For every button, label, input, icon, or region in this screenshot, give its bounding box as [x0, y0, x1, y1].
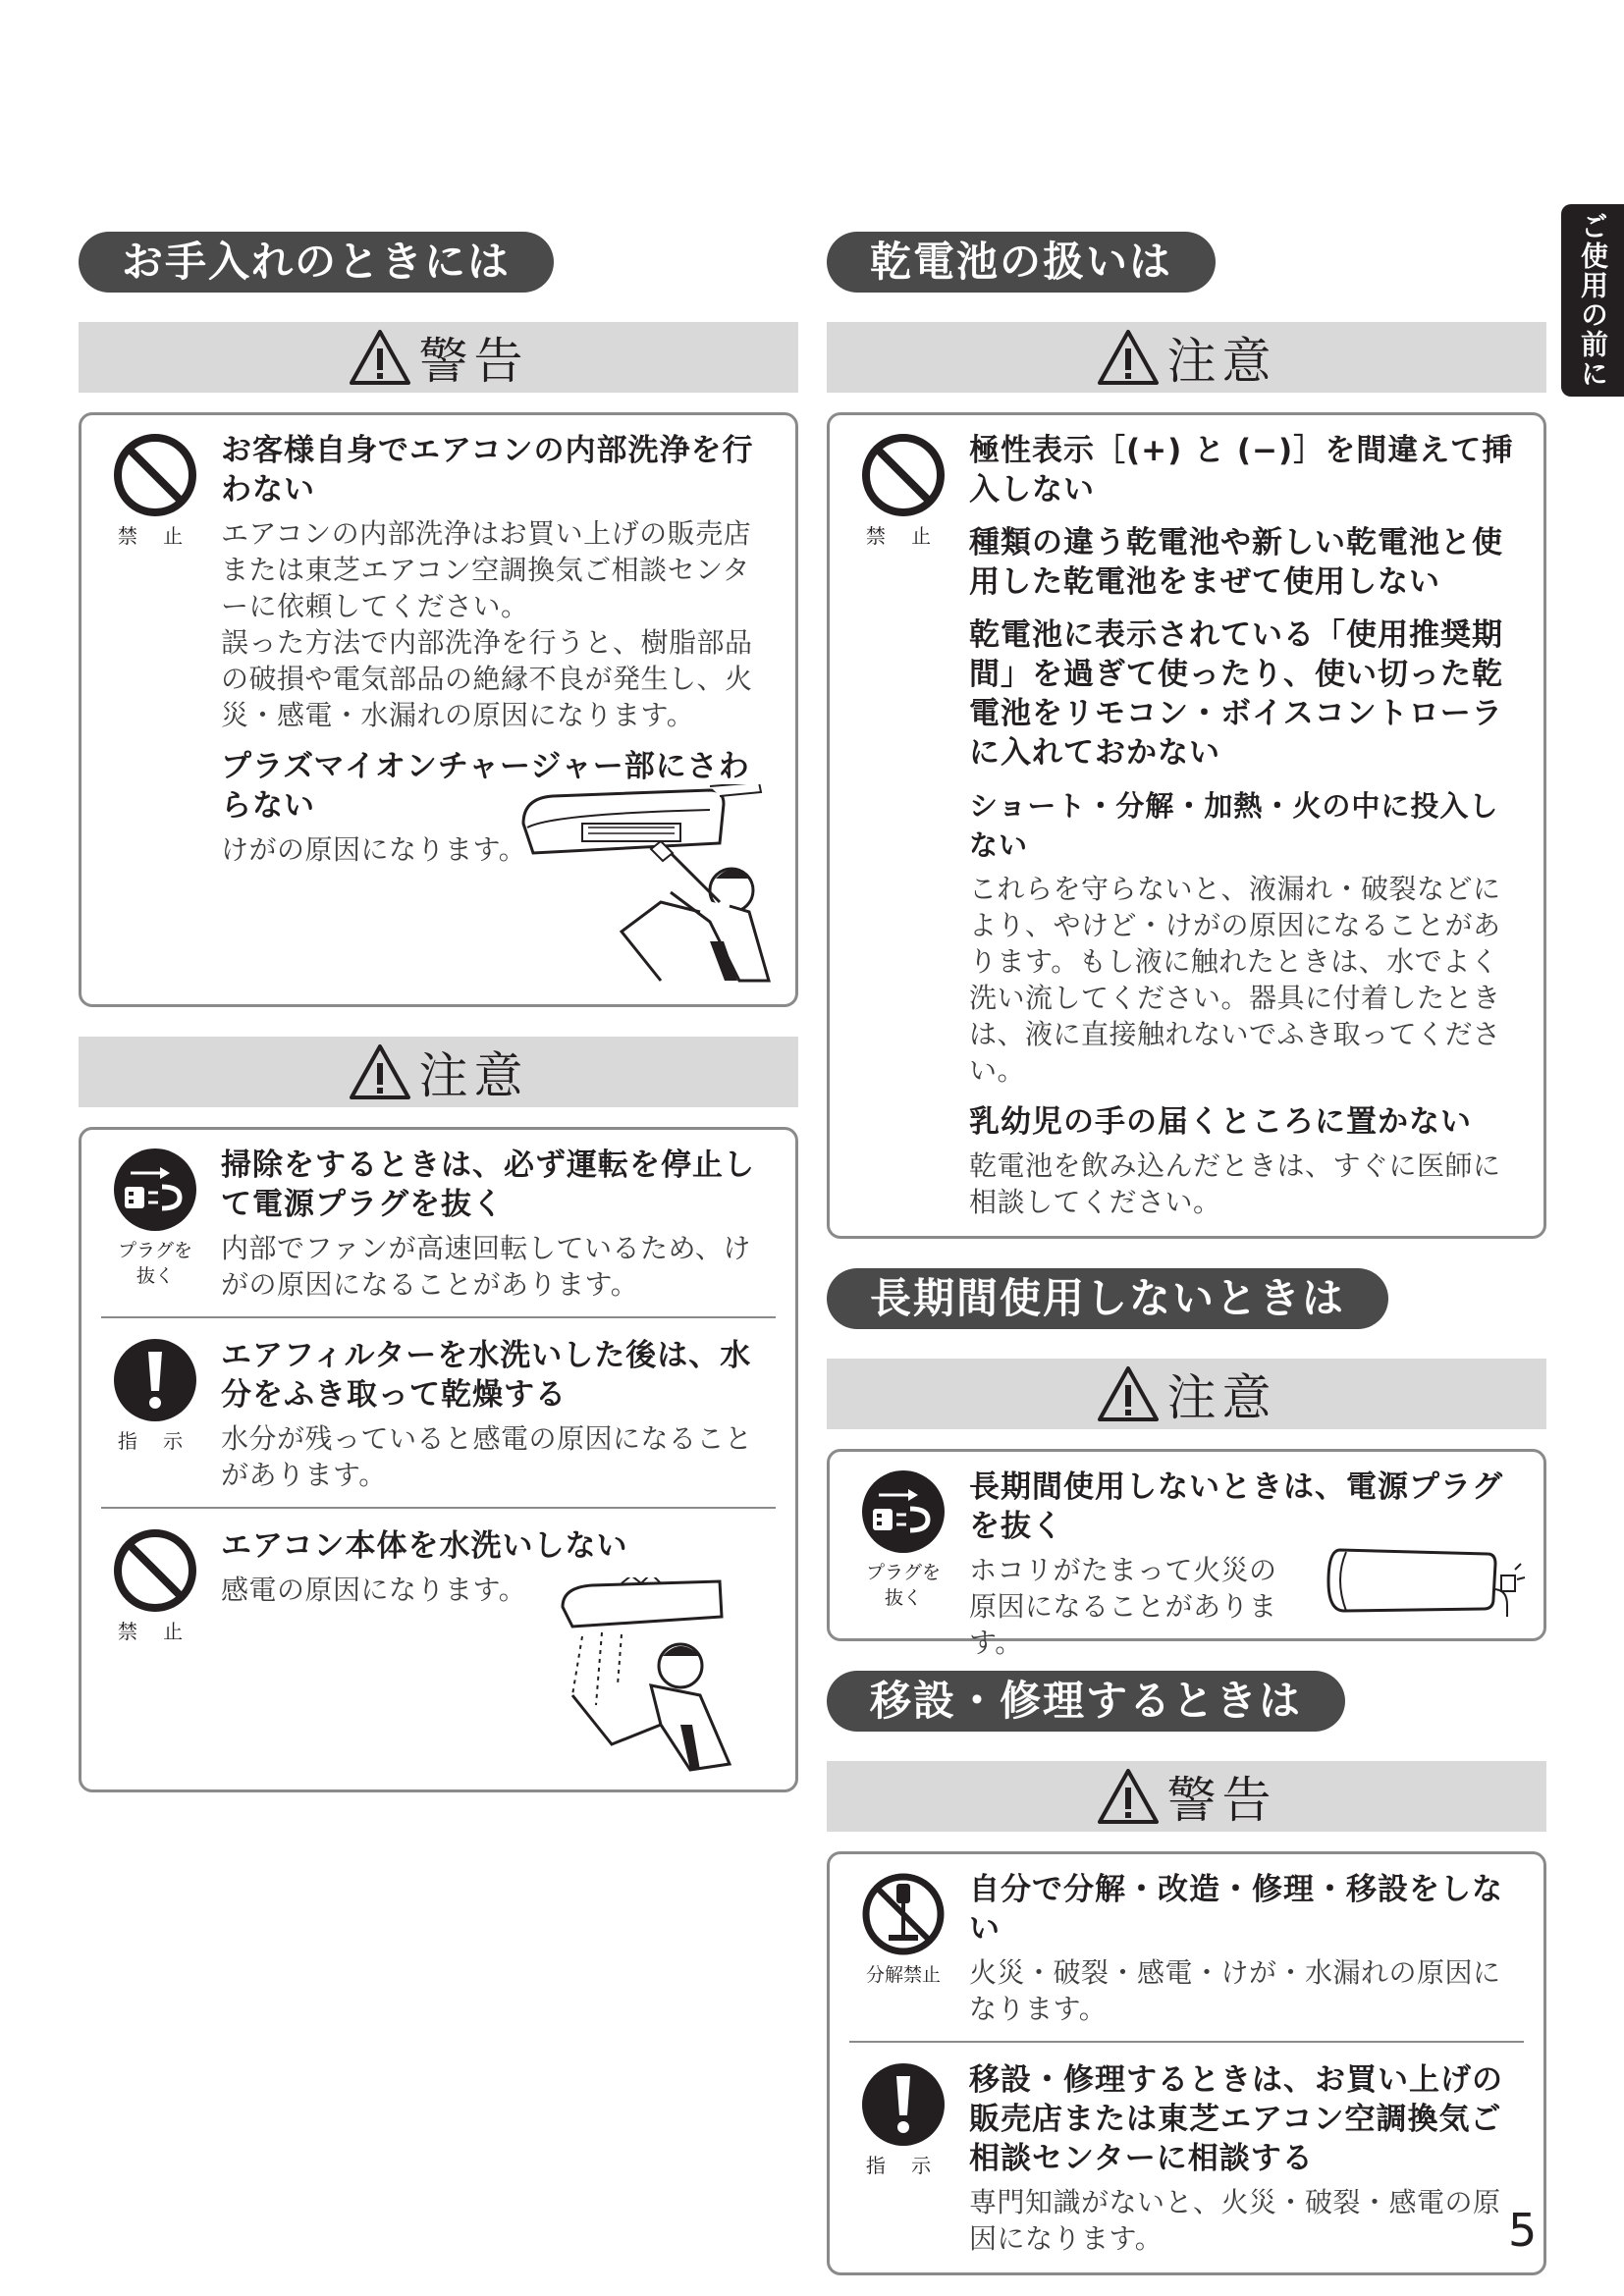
item-heading: 移設・修理するときは、お買い上げの販売店または東芝エアコン空調換気ご相談センターに相談する: [969, 2062, 1503, 2176]
item-body: けがの原因になります。: [221, 833, 527, 866]
icon-label: 指 示: [117, 1429, 193, 1453]
no-disassembly-icon: [859, 1870, 947, 1958]
icon-label: 禁 止: [117, 524, 193, 548]
icon-label: 分解禁止: [865, 1964, 941, 1986]
repair-banner-label: 警告: [1166, 1772, 1277, 1829]
warning-banner-label: 警告: [418, 333, 529, 390]
longterm-caution-banner: [827, 1359, 1546, 1429]
warning-triangle-icon: [1097, 1768, 1160, 1825]
caution-item: [101, 1146, 776, 1303]
icon-label: プラグを抜く: [865, 1562, 941, 1609]
icon-label: 禁 止: [865, 524, 942, 548]
prohibited-icon: [859, 431, 947, 519]
longterm-banner-label: 注意: [1166, 1369, 1277, 1426]
warning-triangle-icon: [349, 329, 411, 386]
unplug-icon: [859, 1468, 947, 1556]
item-heading: 掃除をするときは、必ず運転を停止して電源プラグを抜く: [221, 1148, 755, 1222]
item-body: 火災・破裂・感電・けが・水漏れの原因になります。: [969, 1956, 1501, 2025]
battery-banner-label: 注意: [1166, 333, 1277, 390]
item-body: 感電の原因になります。: [221, 1574, 527, 1606]
side-tab: [1561, 204, 1624, 397]
icon-label: プラグを抜く: [117, 1240, 192, 1287]
item-body: エアコンの内部洗浄はお買い上げの販売店または東芝エアコン空調換気ご相談センターに依頼してください。: [221, 517, 752, 622]
section-title-relocation: 移設・修理するときは: [827, 1671, 1345, 1732]
warning-box: [79, 412, 798, 1007]
item-heading: 自分で分解・改造・修理・移設をしない: [969, 1872, 1503, 1947]
caution-banner: [79, 1037, 798, 1107]
item-body-2: 誤った方法で内部洗浄を行うと、樹脂部品の破損や電気部品の絶縁不良が発生し、火災・感電・水漏れの原因になります。: [221, 626, 753, 731]
warning-banner: [79, 322, 798, 393]
repair-item: [849, 1870, 1524, 2027]
caution-item: [101, 1316, 776, 1493]
item-body: これらを守らないと、液漏れ・破裂などにより、やけど・けがの原因になることがあります。もし液に触れたときは、水でよく洗い流してください。器具に付着したときは、液に直接触れないでふき取ってください。: [969, 873, 1501, 1087]
warning-triangle-icon: [1097, 329, 1160, 386]
item-heading: 長期間使用しないときは、電源プラグを抜く: [969, 1469, 1503, 1544]
icon-label: 禁 止: [117, 1620, 193, 1643]
unplug-icon: [111, 1146, 199, 1234]
item-heading: 乾電池に表示されている「使用推奨期間」を過ぎて使ったり、使い切った乾電池をリモコン・ボイスコントローラに入れておかない: [969, 617, 1503, 771]
battery-box: [827, 412, 1546, 1239]
left-column: [79, 232, 798, 1792]
caution-box: [79, 1127, 798, 1792]
warning-triangle-icon: [1097, 1365, 1160, 1422]
item-heading: 極性表示［(+) と (−)］を間違えて挿入しない: [969, 433, 1514, 507]
side-tab-label: ご使用の前に: [1577, 212, 1609, 389]
plasma-charger-illustration: [514, 784, 779, 990]
prohibited-icon: [111, 431, 199, 519]
instruction-icon: [859, 2060, 947, 2149]
section-title-maintenance: お手入れのときには: [79, 232, 554, 293]
item-body: 水分が残っていると感電の原因になることがあります。: [221, 1422, 753, 1491]
caution-banner-label: 注意: [418, 1047, 529, 1104]
item-heading: エアコン本体を水洗いしない: [221, 1528, 628, 1564]
repair-box: [827, 1851, 1546, 2275]
item-body: ホコリがたまって火災の原因になることがあります。: [969, 1554, 1277, 1659]
warning-triangle-icon: [349, 1043, 411, 1100]
page-number: 5: [1508, 2204, 1538, 2257]
icon-label: 指 示: [865, 2154, 942, 2177]
prohibited-icon: [111, 1526, 199, 1615]
item-heading: お客様自身でエアコンの内部洗浄を行わない: [221, 433, 754, 507]
battery-caution-banner: [827, 322, 1546, 393]
air-conditioner-illustration: [1321, 1540, 1527, 1629]
washing-unit-illustration: [553, 1577, 749, 1774]
item-heading: 種類の違う乾電池や新しい乾電池と使用した乾電池をまぜて使用しない: [969, 525, 1503, 600]
item-body: 乾電池を飲み込んだときは、すぐに医師に相談してください。: [969, 1149, 1501, 1218]
section-title-batteries: 乾電池の扱いは: [827, 232, 1216, 293]
item-body: 専門知識がないと、火災・破裂・感電の原因になります。: [969, 2186, 1501, 2255]
longterm-box: [827, 1449, 1546, 1659]
item-heading: 乳幼児の手の届くところに置かない: [969, 1104, 1472, 1140]
battery-item: [849, 431, 1524, 1220]
section-title-long-term: 長期間使用しないときは: [827, 1268, 1388, 1329]
repair-warning-banner: [827, 1761, 1546, 1832]
item-heading: プラズマイオンチャージャー部にさわらない: [221, 749, 750, 824]
repair-item: [849, 2041, 1524, 2257]
instruction-icon: [111, 1336, 199, 1424]
right-column: [827, 232, 1546, 2275]
item-heading: エアフィルターを水洗いした後は、水分をふき取って乾燥する: [221, 1338, 752, 1413]
item-body: 内部でファンが高速回転しているため、けがの原因になることがあります。: [221, 1232, 751, 1301]
item-heading: ショート・分解・加熱・火の中に投入しない: [969, 789, 1499, 862]
